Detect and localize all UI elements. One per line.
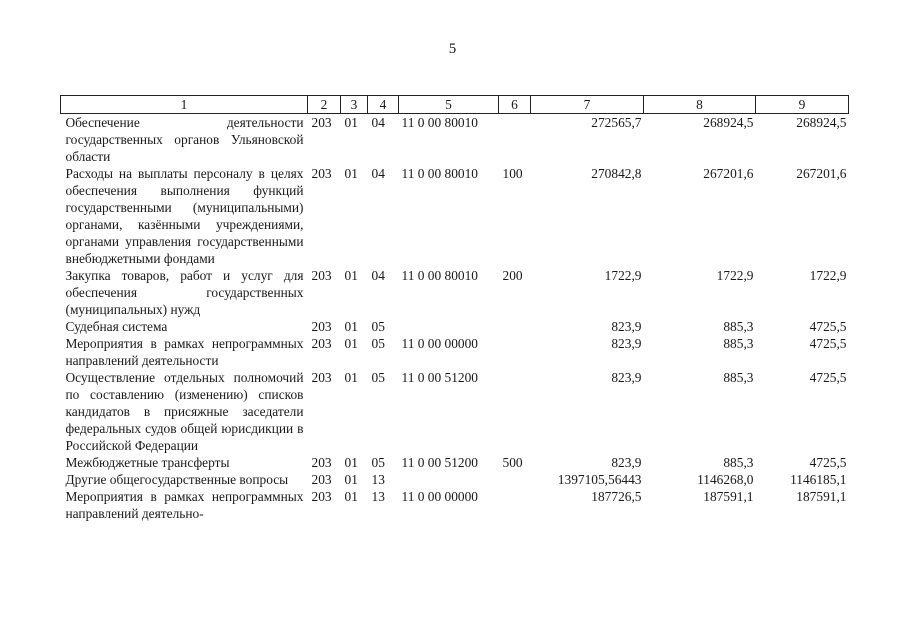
- pr-code: 05: [371, 455, 385, 470]
- rz-code: 01: [344, 370, 358, 385]
- pr-code: 05: [371, 319, 385, 334]
- value-col8: 1722,9: [716, 268, 754, 283]
- value-col9: 268924,5: [796, 115, 847, 130]
- ved-code: 203: [311, 336, 332, 351]
- ved-code: 203: [311, 319, 332, 334]
- table-row: [61, 454, 849, 471]
- rz-code: 01: [344, 115, 358, 130]
- row-name: Мероприятия в рамках непрограммных направлений деятельности: [65, 336, 304, 368]
- column-header: 2: [308, 96, 341, 114]
- value-col8: 268924,5: [703, 115, 754, 130]
- value-col7: 1722,9: [604, 268, 642, 283]
- csr-code: 11 0 00 80010: [401, 115, 478, 130]
- value-col7: 823,9: [611, 455, 642, 470]
- rz-code: 01: [344, 489, 358, 504]
- vr-code: 200: [502, 268, 523, 283]
- pr-code: 04: [371, 268, 385, 283]
- csr-code: 11 0 00 80010: [401, 268, 478, 283]
- ved-code: 203: [311, 370, 332, 385]
- row-name: Закупка товаров, работ и услуг для обеспечения государственных (муниципальных) нужд: [65, 268, 304, 317]
- value-col8: 885,3: [723, 455, 754, 470]
- rz-code: 01: [344, 319, 358, 334]
- rz-code: 01: [344, 336, 358, 351]
- rz-code: 01: [344, 268, 358, 283]
- table-row: [61, 369, 849, 454]
- csr-code: 11 0 00 51200: [401, 370, 478, 385]
- ved-code: 203: [311, 268, 332, 283]
- pr-code: 05: [371, 370, 385, 385]
- rz-code: 01: [344, 455, 358, 470]
- value-col9: 187591,1: [796, 489, 847, 504]
- table-row: [61, 335, 849, 369]
- value-col9: 1722,9: [809, 268, 847, 283]
- vr-code: [499, 318, 531, 335]
- page-number: 5: [448, 41, 457, 57]
- value-col7: 823,9: [611, 319, 642, 334]
- row-name: Мероприятия в рамках непрограммных направлений деятельно-: [65, 489, 304, 521]
- table-row: [61, 267, 849, 318]
- value-col8: 1146268,0: [697, 472, 754, 487]
- vr-code: [499, 114, 531, 166]
- rz-code: 01: [344, 472, 358, 487]
- value-col8: 885,3: [723, 336, 754, 351]
- csr-code: 11 0 00 00000: [401, 489, 478, 504]
- ved-code: 203: [311, 472, 332, 487]
- table-row: [61, 488, 849, 522]
- vr-code: [499, 335, 531, 369]
- row-name: Другие общегосударственные вопросы: [65, 472, 289, 487]
- value-col8: 885,3: [723, 319, 754, 334]
- column-header: 7: [531, 96, 644, 114]
- table-row: [61, 471, 849, 488]
- column-header: 8: [644, 96, 756, 114]
- pr-code: 13: [371, 489, 385, 504]
- rz-code: 01: [344, 166, 358, 181]
- column-header: 3: [341, 96, 368, 114]
- value-col7: 823,9: [611, 336, 642, 351]
- value-col9: 267201,6: [796, 166, 847, 181]
- pr-code: 13: [371, 472, 385, 487]
- row-name: Осуществление отдельных полномочий по составлению (изменению) списков кандидатов в присяжные заседатели федеральных судов общей юрисдикции в Российской Федерации: [65, 370, 304, 453]
- vr-code: [499, 471, 531, 488]
- table-row: [61, 165, 849, 267]
- value-col9: 4725,5: [809, 455, 847, 470]
- csr-code: [399, 471, 499, 488]
- csr-code: 11 0 00 80010: [401, 166, 478, 181]
- column-header: 9: [756, 96, 849, 114]
- ved-code: 203: [311, 489, 332, 504]
- ved-code: 203: [311, 455, 332, 470]
- pr-code: 04: [371, 166, 385, 181]
- vr-code: [499, 369, 531, 454]
- csr-code: 11 0 00 51200: [401, 455, 478, 470]
- value-col9: 4725,5: [809, 336, 847, 351]
- value-col9: 4725,5: [809, 370, 847, 385]
- value-col7: 823,9: [611, 370, 642, 385]
- vr-code: 500: [502, 455, 523, 470]
- row-name: Межбюджетные трансферты: [65, 455, 230, 470]
- ved-code: 203: [311, 115, 332, 130]
- column-header: 5: [399, 96, 499, 114]
- value-col7: 272565,7: [591, 115, 642, 130]
- value-col9: 4725,5: [809, 319, 847, 334]
- value-col9: 1146185,1: [790, 472, 847, 487]
- value-col7: 1397105,56443: [557, 472, 642, 487]
- vr-code: [499, 488, 531, 522]
- pr-code: 05: [371, 336, 385, 351]
- csr-code: [399, 318, 499, 335]
- row-name: Судебная система: [65, 319, 168, 334]
- table-header-row: [61, 96, 849, 114]
- value-col8: 187591,1: [703, 489, 754, 504]
- pr-code: 04: [371, 115, 385, 130]
- value-col8: 267201,6: [703, 166, 754, 181]
- row-name: Обеспечение деятельности государственных органов Ульяновской области: [65, 115, 304, 164]
- value-col7: 187726,5: [591, 489, 642, 504]
- vr-code: 100: [502, 166, 523, 181]
- column-header: 1: [61, 96, 308, 114]
- ved-code: 203: [311, 166, 332, 181]
- csr-code: 11 0 00 00000: [401, 336, 478, 351]
- column-header: 4: [368, 96, 399, 114]
- table-row: [61, 114, 849, 166]
- value-col8: 885,3: [723, 370, 754, 385]
- value-col7: 270842,8: [591, 166, 642, 181]
- column-header: 6: [499, 96, 531, 114]
- row-name: Расходы на выплаты персоналу в целях обеспечения выполнения функций государственными (муниципальными) органами, казёнными учреждениями, органами управления государственными внебюджетными фондами: [65, 166, 304, 266]
- table-row: [61, 318, 849, 335]
- budget-table: [60, 95, 849, 522]
